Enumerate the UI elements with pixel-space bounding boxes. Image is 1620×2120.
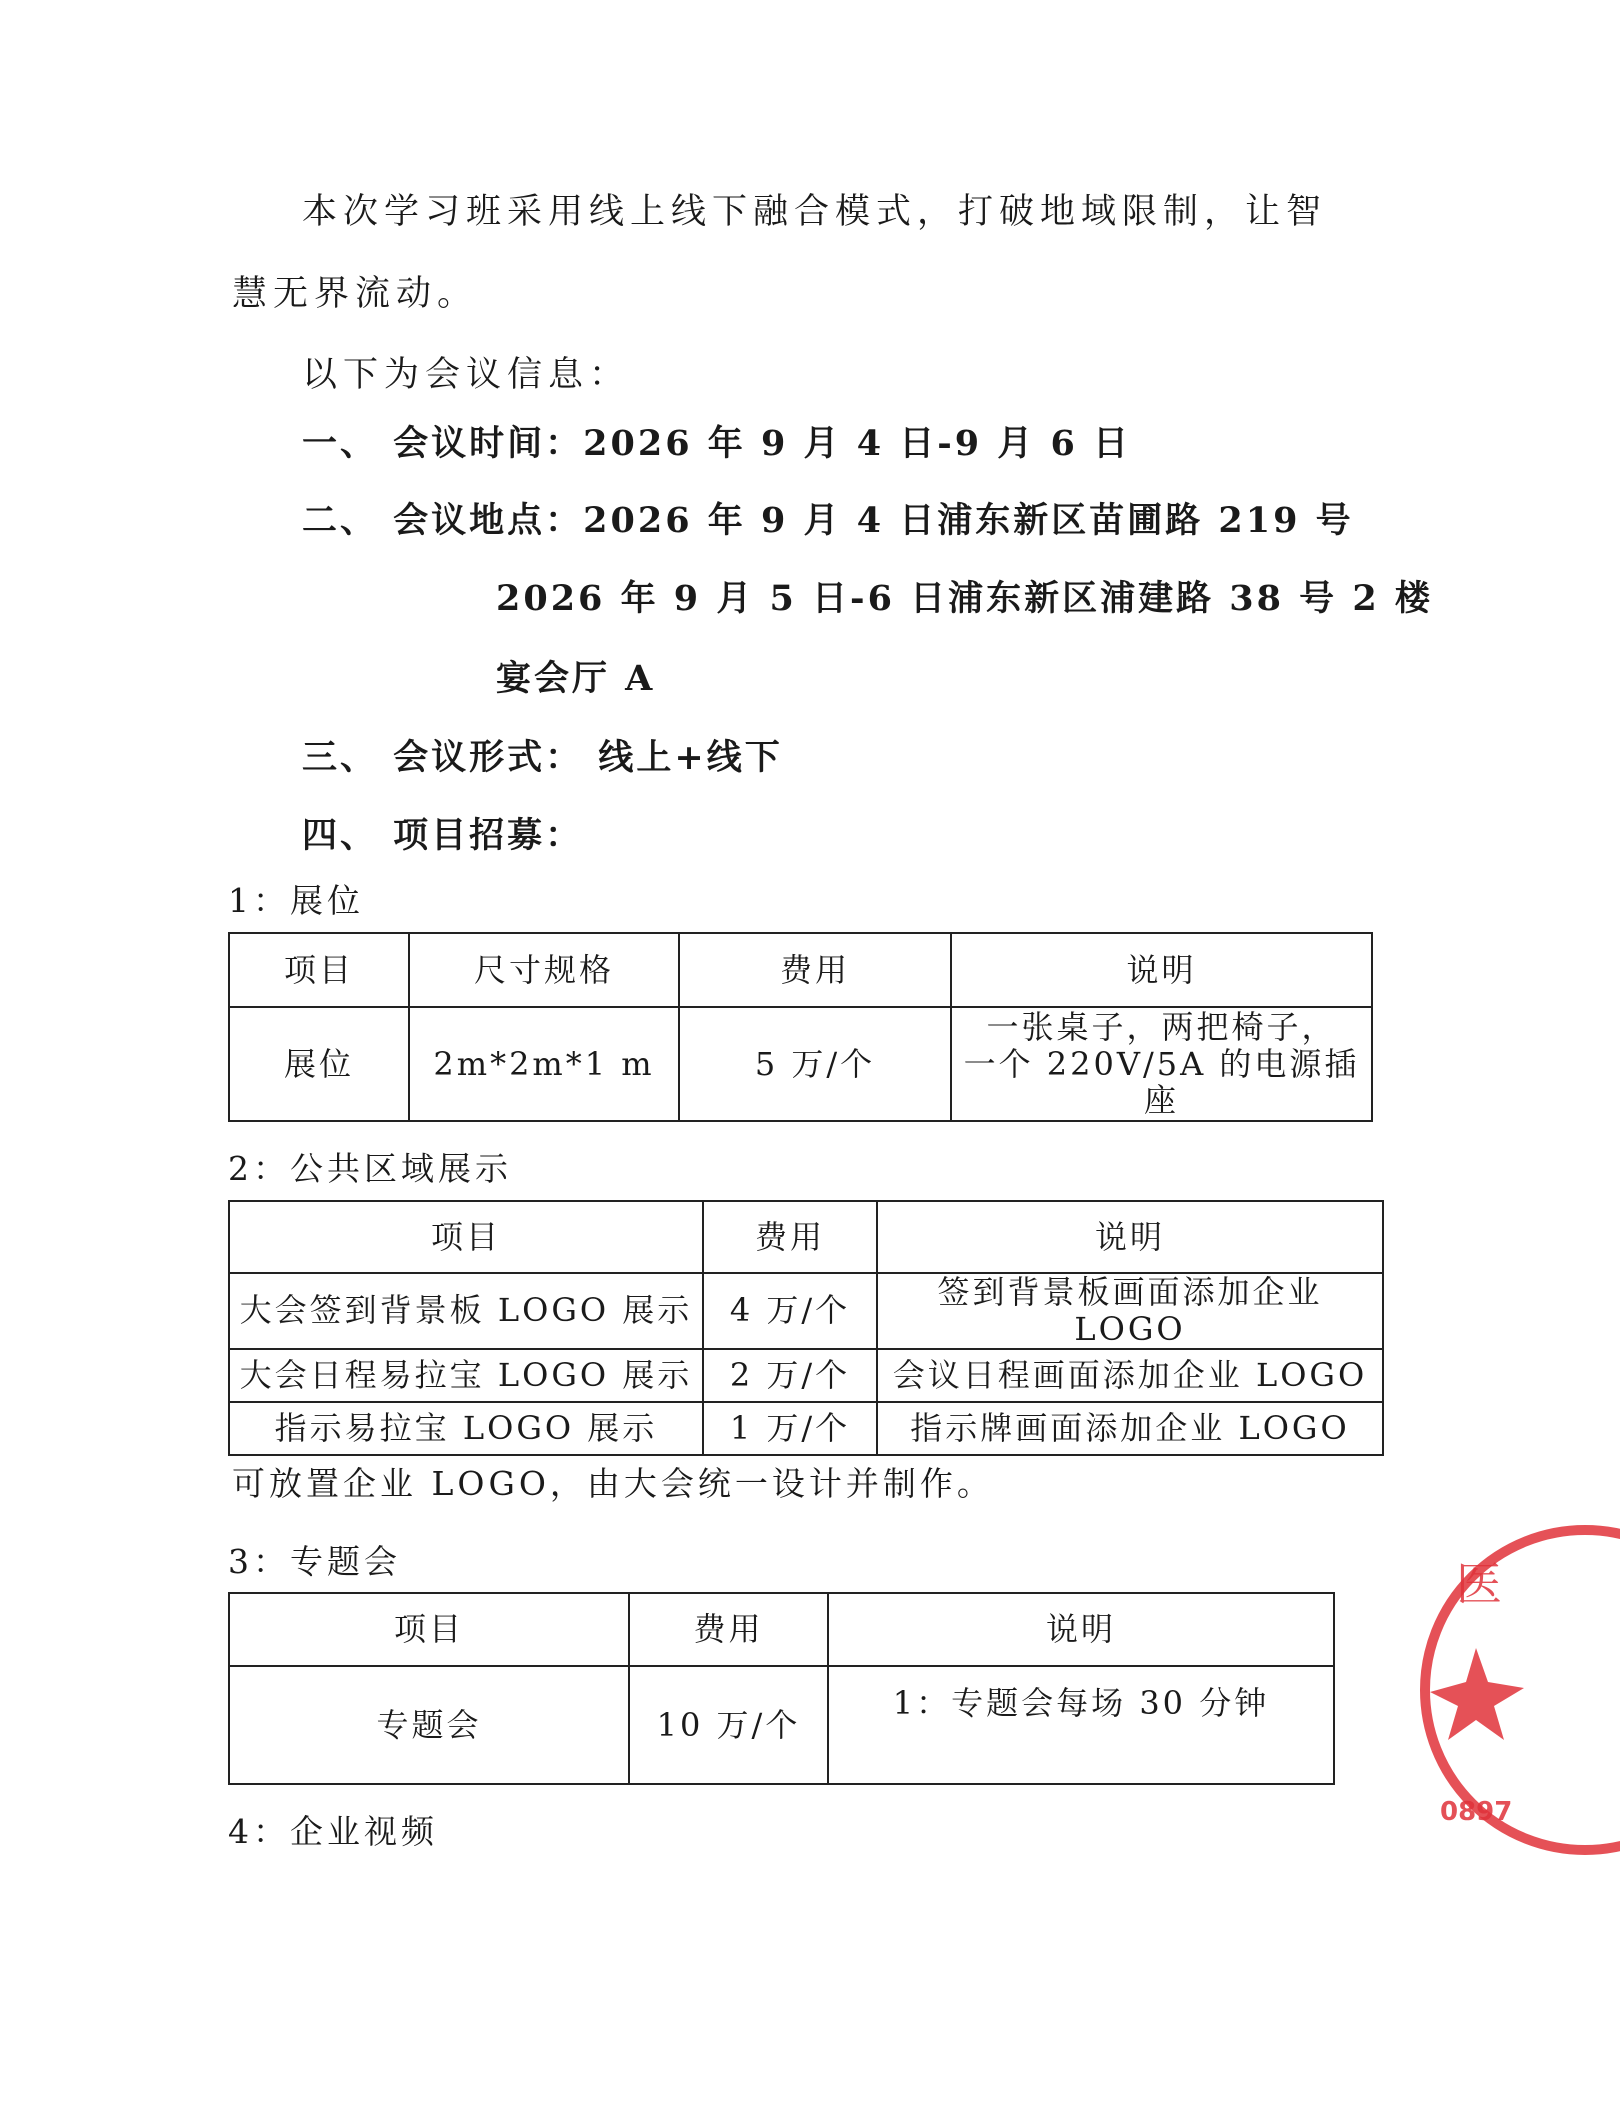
section2-heading: 2：公共区域展示: [228, 1149, 512, 1188]
seminar-table: [228, 1592, 1335, 1785]
header-cell: 项目: [229, 933, 409, 1007]
header-cell: 说明: [828, 1593, 1334, 1666]
booth-note-line: 一张桌子，两把椅子，: [986, 1007, 1337, 1046]
header-cell: 说明: [877, 1201, 1383, 1273]
booth-table: [228, 932, 1373, 1122]
section1-heading: 1：展位: [228, 881, 364, 920]
meeting-form: 三、 会议形式： 线上+线下: [302, 737, 783, 778]
official-stamp: [1420, 1520, 1620, 1860]
table-cell: 指示牌画面添加企业 LOGO: [877, 1402, 1383, 1455]
intro-line-2: 慧无界流动。: [232, 274, 479, 314]
booth-note-line: 一个 220V/5A 的电源插: [963, 1044, 1360, 1083]
table-cell: 大会日程易拉宝 LOGO 展示: [229, 1349, 703, 1402]
table-cell: 会议日程画面添加企业 LOGO: [877, 1349, 1383, 1402]
booth-note-line: 座: [1143, 1081, 1179, 1120]
table-row: [229, 1349, 1383, 1402]
intro-line-3: 以下为会议信息：: [302, 355, 631, 395]
meeting-place: 二、 会议地点：2026 年 9 月 4 日浦东新区苗圃路 219 号: [302, 500, 1354, 541]
header-cell: 项目: [229, 1593, 629, 1666]
table-cell: 签到背景板画面添加企业 LOGO: [877, 1273, 1383, 1349]
table-header-row: [229, 1201, 1383, 1273]
table-row: [229, 1007, 1372, 1121]
booth-size: 2m*2m*1 m: [409, 1007, 679, 1121]
table-row: [229, 1666, 1334, 1784]
table-row: [229, 1273, 1383, 1349]
booth-fee: 5 万/个: [679, 1007, 951, 1121]
table-cell: 2 万/个: [703, 1349, 877, 1402]
header-cell: 说明: [951, 933, 1372, 1007]
header-cell: 费用: [679, 933, 951, 1007]
stamp-char: 医: [1456, 1557, 1502, 1611]
section3-heading: 3：专题会: [228, 1542, 401, 1581]
section4-heading: 4：企业视频: [228, 1812, 438, 1851]
header-cell: 费用: [629, 1593, 828, 1666]
project-recruit: 四、 项目招募：: [302, 815, 584, 856]
seminar-fee: 10 万/个: [629, 1666, 828, 1784]
meeting-time: 一、 会议时间：2026 年 9 月 4 日-9 月 6 日: [302, 423, 1132, 464]
meeting-place-3: 宴会厅 A: [496, 658, 656, 699]
table-header-row: [229, 1593, 1334, 1666]
table-cell: 指示易拉宝 LOGO 展示: [229, 1402, 703, 1455]
section2-footnote: 可放置企业 LOGO，由大会统一设计并制作。: [232, 1464, 994, 1503]
intro-line-1: 本次学习班采用线上线下融合模式，打破地域限制，让智: [302, 192, 1328, 232]
table-cell: 大会签到背景板 LOGO 展示: [229, 1273, 703, 1349]
star-seal-icon: [1430, 1648, 1524, 1740]
table-row: [229, 1402, 1383, 1455]
table-cell: 4 万/个: [703, 1273, 877, 1349]
public-area-table: [228, 1200, 1384, 1456]
table-cell: 1 万/个: [703, 1402, 877, 1455]
header-cell: 尺寸规格: [409, 933, 679, 1007]
seminar-item: 专题会: [229, 1666, 629, 1784]
stamp-number: 0897: [1440, 1797, 1513, 1827]
seminar-note: 1：专题会每场 30 分钟: [828, 1666, 1334, 1784]
header-cell: 费用: [703, 1201, 877, 1273]
booth-item: 展位: [229, 1007, 409, 1121]
table-header-row: [229, 933, 1372, 1007]
meeting-place-2: 2026 年 9 月 5 日-6 日浦东新区浦建路 38 号 2 楼: [496, 578, 1433, 619]
header-cell: 项目: [229, 1201, 703, 1273]
booth-note: [951, 1007, 1372, 1121]
